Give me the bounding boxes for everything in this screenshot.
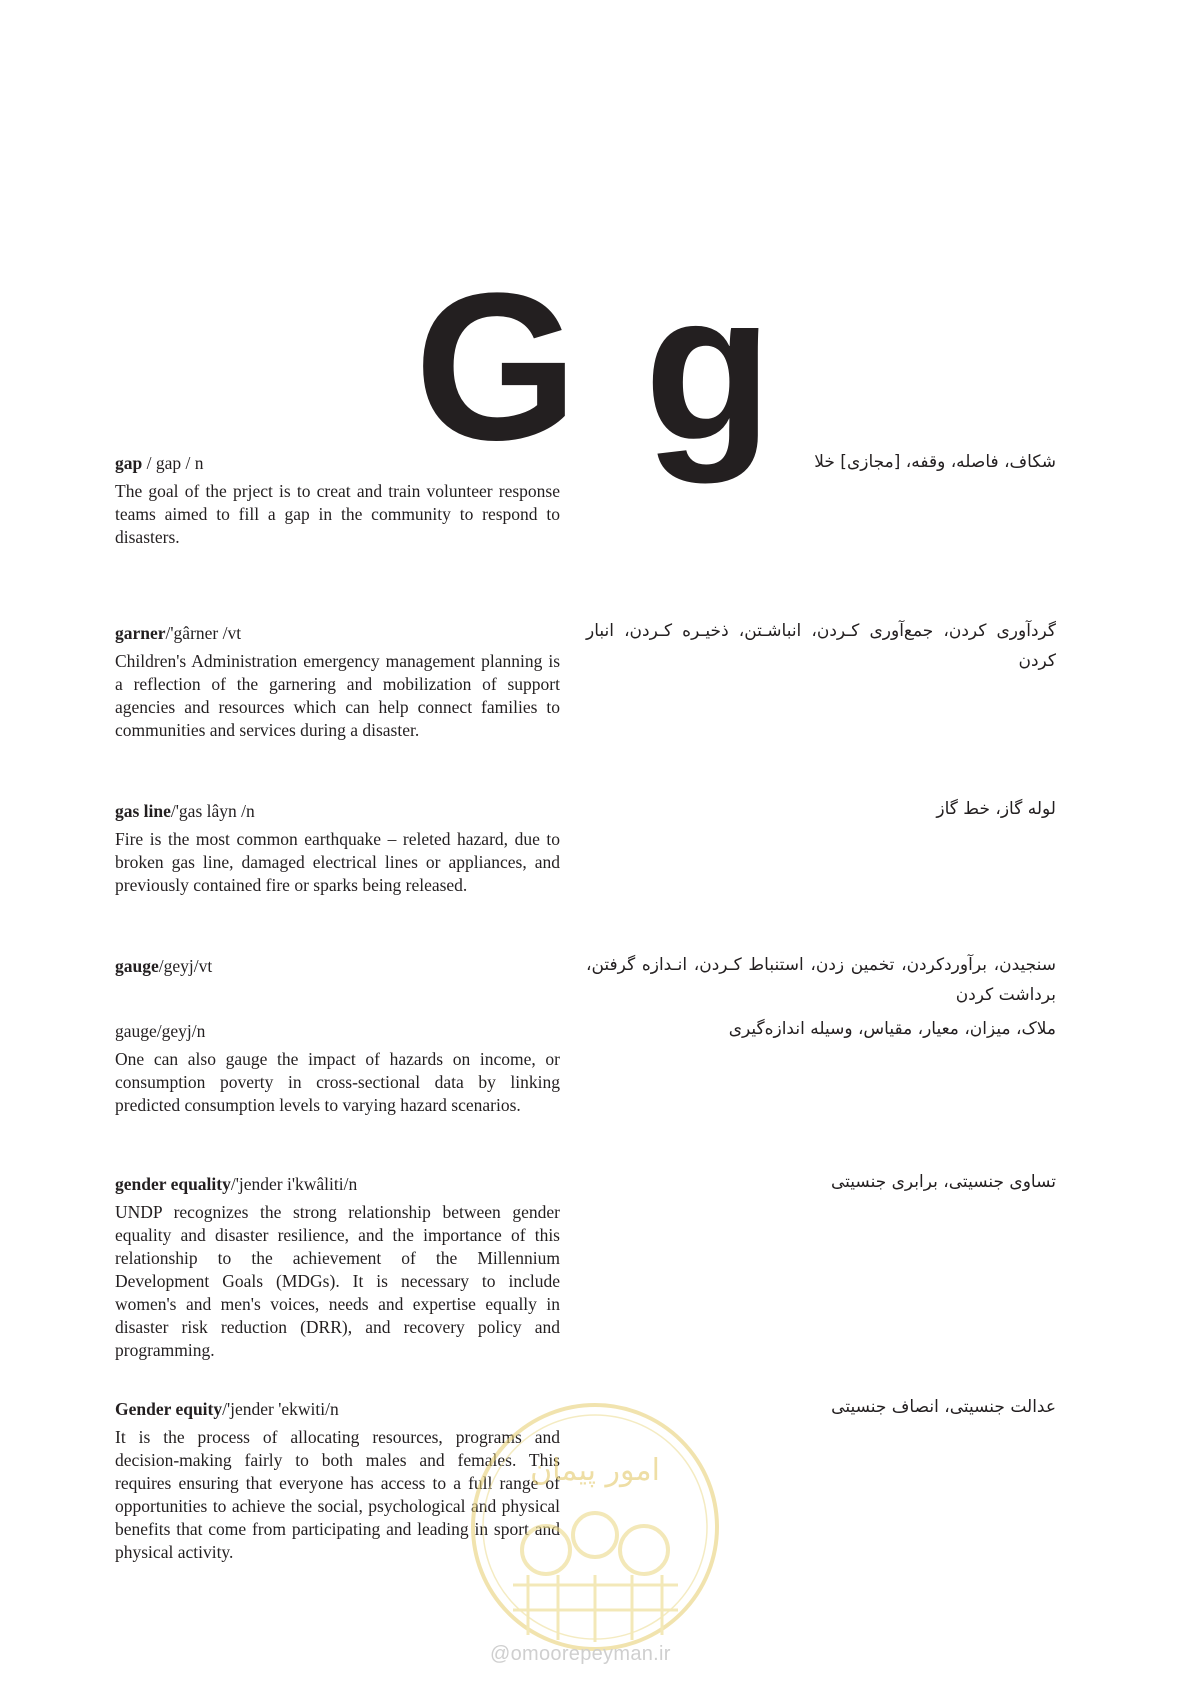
entry-pronunciation: /'gas lâyn /n bbox=[170, 801, 255, 821]
entry-term: gauge bbox=[115, 956, 159, 976]
entry-definition: It is the process of allocating resources, programs and decision-making fairly to both males and females. This requires ensuring that everyone has access to a full range of opportunities to achieve the social, psychological and physical benefits that come from participating and leading in sport and physical activity. bbox=[115, 1427, 560, 1562]
entry-headword bbox=[115, 800, 560, 822]
entry-term: gender equality bbox=[115, 1174, 231, 1194]
entry-persian-garner: گردآوری کردن، جمع‌آوری کـردن، انباشـتن، ذخیـره کـردن، انبار کردن bbox=[586, 621, 1056, 671]
entry-garner bbox=[115, 622, 560, 742]
entry-gauge-verb bbox=[115, 955, 560, 983]
watermark-logo-text: امور پیمان bbox=[530, 1453, 660, 1488]
entry-pronunciation: / gap / n bbox=[142, 453, 204, 473]
entry-gauge-noun bbox=[115, 1020, 560, 1117]
entry-definition: The goal of the prject is to creat and train volunteer response teams aimed to fill a gap in the community to respond to disasters. bbox=[115, 481, 560, 547]
entry-term: gas line bbox=[115, 801, 171, 821]
entry-gas-line bbox=[115, 800, 560, 897]
entry-gender-equity bbox=[115, 1398, 560, 1564]
entry-headword bbox=[115, 1398, 560, 1420]
section-letter-heading: G g bbox=[414, 249, 777, 484]
entry-persian-gender-equity: عدالت جنسیتی، انصاف جنسیتی bbox=[831, 1397, 1056, 1417]
entry-definition: Children's Administration emergency management planning is a reflection of the garnering and mobilization of support agencies and resources which can help connect families to communities and services during a disaster. bbox=[115, 651, 560, 740]
entry-headword bbox=[115, 622, 560, 644]
watermark-site: @omoorepeyman.ir bbox=[490, 1643, 671, 1665]
entry-definition: UNDP recognizes the strong relationship between gender equality and disaster resilience, and the importance of this relationship to the achievement of the Millennium Development Goals (MDGs). It is necessary to include women's and men's voices, needs and expertise equally in disaster risk reduction (DRR), and recovery policy and programming. bbox=[115, 1202, 560, 1360]
entry-definition: Fire is the most common earthquake – releted hazard, due to broken gas line, damaged electrical lines or appliances, and previously contained fire or sparks being released. bbox=[115, 829, 560, 895]
entry-pronunciation: /geyj/vt bbox=[158, 956, 213, 976]
entry-persian-gauge-noun: ملاک، میزان، معیار، مقیاس، وسیله اندازه‌گیری bbox=[728, 1019, 1056, 1039]
entry-pronunciation: /'gârner /vt bbox=[165, 623, 242, 643]
entry-persian-gap: شکاف، فاصله، وقفه، [مجازی] خلا bbox=[814, 452, 1056, 472]
entry-term: Gender equity bbox=[115, 1399, 223, 1419]
entry-persian-gender-equality: تساوی جنسیتی، برابری جنسیتی bbox=[830, 1172, 1056, 1192]
entry-gap bbox=[115, 452, 560, 549]
entry-headword bbox=[115, 1173, 560, 1195]
entry-headword bbox=[115, 1020, 560, 1042]
entry-pronunciation: /'jender i'kwâliti/n bbox=[230, 1174, 358, 1194]
entry-gender-equality bbox=[115, 1173, 560, 1362]
entry-persian-gauge-verb: سنجیدن، برآوردکردن، تخمین زدن، استنباط کـردن، انـدازه گرفتن، برداشت کردن bbox=[586, 955, 1056, 1005]
entry-headword bbox=[115, 955, 560, 977]
entry-pronunciation: gauge/geyj/n bbox=[115, 1021, 206, 1041]
entry-term: gap bbox=[115, 453, 143, 473]
entry-definition: One can also gauge the impact of hazards on income, or consumption poverty in cross-sectional data by linking predicted consumption levels to varying hazard scenarios. bbox=[115, 1049, 560, 1115]
entry-persian-gas-line: لوله گاز، خط گاز bbox=[936, 799, 1056, 819]
entry-headword bbox=[115, 452, 560, 474]
entry-pronunciation: /'jender 'ekwiti/n bbox=[222, 1399, 339, 1419]
entry-term: garner bbox=[115, 623, 166, 643]
